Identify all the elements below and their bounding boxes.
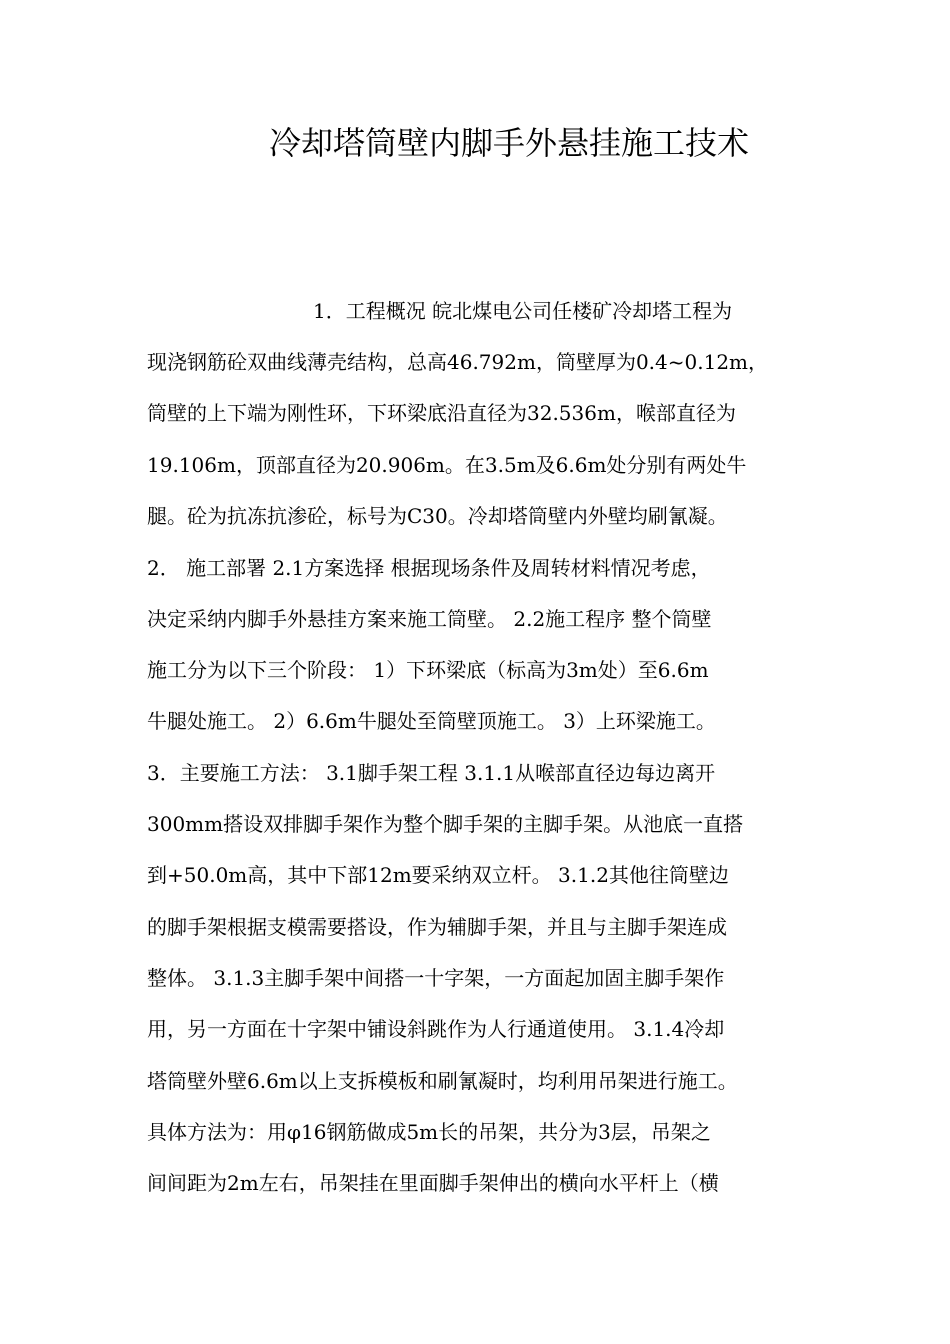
body-line: 施工分为以下三个阶段： 1）下环梁底（标高为3m处）至6.6m	[147, 658, 709, 682]
body-line: 腿。砼为抗冻抗渗砼，标号为C30。冷却塔筒壁内外壁均刷氰凝。	[147, 504, 728, 528]
body-line: 整体。 3.1.3主脚手架中间搭一十字架，一方面起加固主脚手架作	[147, 966, 725, 990]
body-line: 现浇钢筋砼双曲线薄壳结构，总高46.792m，筒壁厚为0.4~0.12m，	[147, 350, 769, 374]
body-line: 19.106m，顶部直径为20.906m。在3.5m及6.6m处分别有两处牛	[147, 453, 747, 477]
body-line: 3．主要施工方法： 3.1脚手架工程 3.1.1从喉部直径边每边离开	[147, 761, 716, 785]
body-line: 到+50.0m高，其中下部12m要采纳双立杆。 3.1.2其他往筒壁边	[147, 863, 729, 887]
body-line: 具体方法为：用φ16钢筋做成5m长的吊架，共分为3层，吊架之	[147, 1120, 711, 1144]
body-line: 2． 施工部署 2.1方案选择 根据现场条件及周转材料情况考虑，	[147, 556, 711, 580]
body-line: 塔筒壁外壁6.6m以上支拆模板和刷氰凝时，均利用吊架进行施工。	[147, 1069, 738, 1093]
body-line: 筒壁的上下端为刚性环，下环梁底沿直径为32.536m，喉部直径为	[147, 401, 736, 425]
body-line: 的脚手架根据支模需要搭设，作为辅脚手架，并且与主脚手架连成	[147, 915, 727, 939]
body-line: 牛腿处施工。 2）6.6m牛腿处至筒壁顶施工。 3）上环梁施工。	[147, 709, 716, 733]
body-line: 300mm搭设双排脚手架作为整个脚手架的主脚手架。从池底一直搭	[147, 812, 744, 836]
body-line: 用，另一方面在十字架中铺设斜跳作为人行通道使用。 3.1.4冷却	[147, 1017, 725, 1041]
body-line: 决定采纳内脚手外悬挂方案来施工筒壁。 2.2施工程序 整个筒壁	[147, 607, 712, 631]
document-title: 冷却塔筒壁内脚手外悬挂施工技术	[268, 124, 749, 162]
body-line: 间间距为2m左右，吊架挂在里面脚手架伸出的横向水平杆上（横	[147, 1171, 719, 1195]
body-line: 1．工程概况 皖北煤电公司任楼矿冷却塔工程为	[313, 299, 733, 323]
